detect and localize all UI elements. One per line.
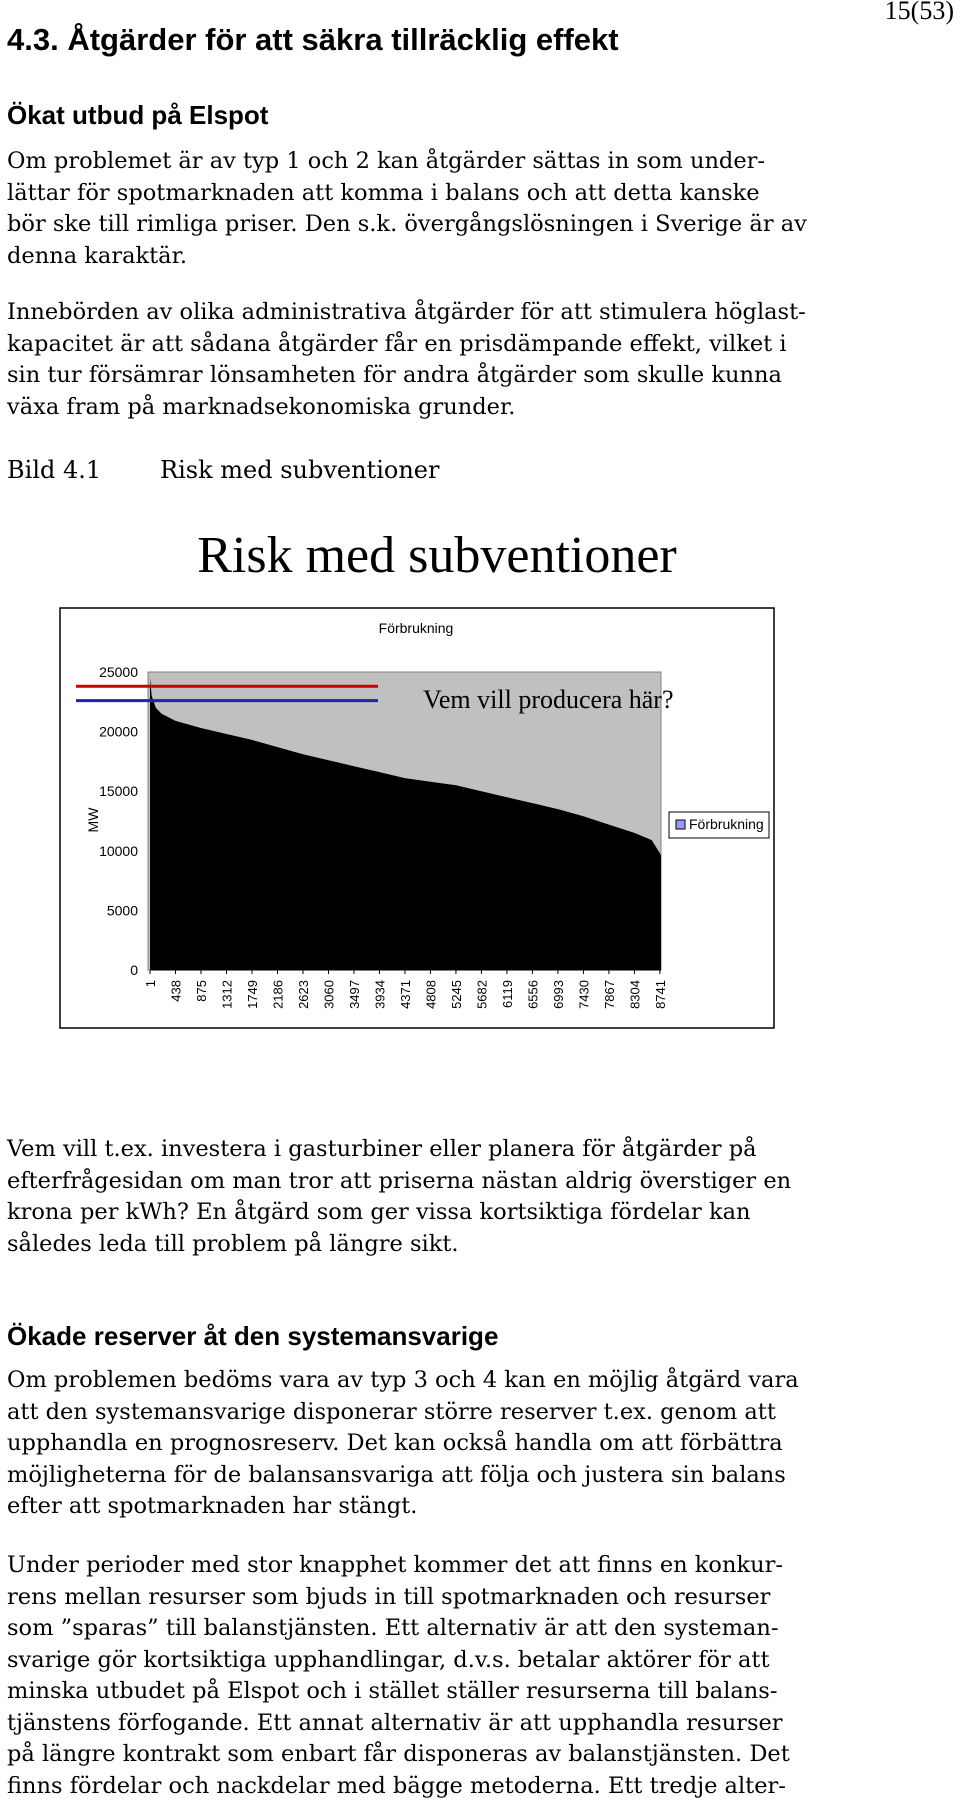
figure-caption: Risk med subventioner xyxy=(160,456,439,484)
x-tick-label: 3934 xyxy=(372,980,387,1009)
figure-label: Bild 4.1 xyxy=(7,456,101,484)
text-line: efterfrågesidan om man tror att priserna nästan aldrig överstiger en xyxy=(7,1166,957,1198)
text-line: sin tur försämrar lönsamheten för andra åtgärder som skulle kunna xyxy=(7,360,957,392)
y-tick-label: 5000 xyxy=(107,902,138,918)
chart-subtitle: Förbrukning xyxy=(379,620,454,636)
text-line: på längre kontrakt som enbart får disponeras av balanstjänsten. Det xyxy=(7,1739,957,1771)
text-line: minska utbudet på Elspot och i stället ställer resurserna till balans- xyxy=(7,1676,957,1708)
y-tick-label: 25000 xyxy=(99,664,138,680)
text-line: Om problemet är av typ 1 och 2 kan åtgärder sättas in som under- xyxy=(7,146,957,178)
text-line: som ”sparas” till balanstjänsten. Ett alternativ är att den systeman- xyxy=(7,1613,957,1645)
paragraph-3 xyxy=(7,1134,957,1260)
paragraph-2 xyxy=(7,297,957,423)
x-tick-label: 7867 xyxy=(602,980,617,1009)
y-tick-label: 20000 xyxy=(99,724,138,740)
legend-swatch xyxy=(676,820,685,829)
x-tick-label: 5682 xyxy=(474,980,489,1009)
chart-annotation: Vem vill producera här? xyxy=(423,685,674,714)
text-line: rens mellan resurser som bjuds in till spotmarknaden och resurser xyxy=(7,1582,957,1614)
x-tick-label: 6556 xyxy=(525,980,540,1009)
x-tick-label: 4808 xyxy=(423,980,438,1009)
text-line: Under perioder med stor knapphet kommer det att finns en konkur- xyxy=(7,1550,957,1582)
text-line: Om problemen bedöms vara av typ 3 och 4 kan en möjlig åtgärd vara xyxy=(7,1365,957,1397)
y-tick-label: 0 xyxy=(130,962,138,978)
text-line: bör ske till rimliga priser. Den s.k. övergångslösningen i Sverige är av xyxy=(7,209,957,241)
text-line: svarige gör kortsiktiga upphandlingar, d.v.s. betalar aktörer för att xyxy=(7,1645,957,1677)
x-tick-label: 875 xyxy=(194,980,209,1002)
text-line: efter att spotmarknaden har stängt. xyxy=(7,1491,957,1523)
text-line: finns fördelar och nackdelar med bägge metoderna. Ett tredje alter- xyxy=(7,1771,957,1802)
paragraph-4 xyxy=(7,1365,957,1523)
text-line: lättar för spotmarknaden att komma i balans och att detta kanske xyxy=(7,178,957,210)
y-tick-label: 15000 xyxy=(99,783,138,799)
x-tick-label: 4371 xyxy=(398,980,413,1009)
x-tick-label: 8304 xyxy=(627,980,642,1009)
chart-title: Risk med subventioner xyxy=(197,527,677,584)
paragraph-5 xyxy=(7,1550,957,1802)
text-line: denna karaktär. xyxy=(7,241,957,273)
text-line: tjänstens förfogande. Ett annat alternativ är att upphandla resurser xyxy=(7,1708,957,1740)
page-number: 15(53) xyxy=(885,0,954,26)
x-tick-label: 2186 xyxy=(270,980,285,1009)
text-line: Vem vill t.ex. investera i gasturbiner eller planera för åtgärder på xyxy=(7,1134,957,1166)
text-line: upphandla en prognosreserv. Det kan också handla om att förbättra xyxy=(7,1428,957,1460)
x-tick-label: 7430 xyxy=(576,980,591,1009)
x-tick-label: 3497 xyxy=(347,980,362,1009)
x-tick-label: 438 xyxy=(168,980,183,1002)
consumption-duration-chart xyxy=(0,510,960,1030)
y-tick-label: 10000 xyxy=(99,843,138,859)
x-tick-label: 1749 xyxy=(245,980,260,1009)
x-tick-label: 5245 xyxy=(449,980,464,1009)
x-tick-label: 2623 xyxy=(296,980,311,1009)
y-axis-label: MW xyxy=(85,807,101,833)
text-line: kapacitet är att sådana åtgärder får en prisdämpande effekt, vilket i xyxy=(7,329,957,361)
x-tick-label: 6119 xyxy=(500,980,515,1008)
subheading-reserves: Ökade reserver åt den systemansvarige xyxy=(7,1321,498,1352)
x-tick-label: 6993 xyxy=(551,980,566,1009)
paragraph-1 xyxy=(7,146,957,272)
text-line: Innebörden av olika administrativa åtgärder för att stimulera höglast- xyxy=(7,297,957,329)
section-heading: 4.3. Åtgärder för att säkra tillräcklig effekt xyxy=(7,22,619,58)
subheading-elspot: Ökat utbud på Elspot xyxy=(7,100,268,131)
x-tick-label: 8741 xyxy=(653,980,668,1009)
text-line: således leda till problem på längre sikt. xyxy=(7,1229,957,1261)
x-tick-label: 1 xyxy=(143,980,158,987)
x-tick-label: 1312 xyxy=(219,980,234,1009)
legend-entry: Förbrukning xyxy=(689,816,764,832)
text-line: att den systemansvarige disponerar större reserver t.ex. genom att xyxy=(7,1397,957,1429)
text-line: växa fram på marknadsekonomiska grunder. xyxy=(7,392,957,424)
text-line: möjligheterna för de balansansvariga att följa och justera sin balans xyxy=(7,1460,957,1492)
text-line: krona per kWh? En åtgärd som ger vissa kortsiktiga fördelar kan xyxy=(7,1197,957,1229)
x-tick-label: 3060 xyxy=(321,980,336,1009)
